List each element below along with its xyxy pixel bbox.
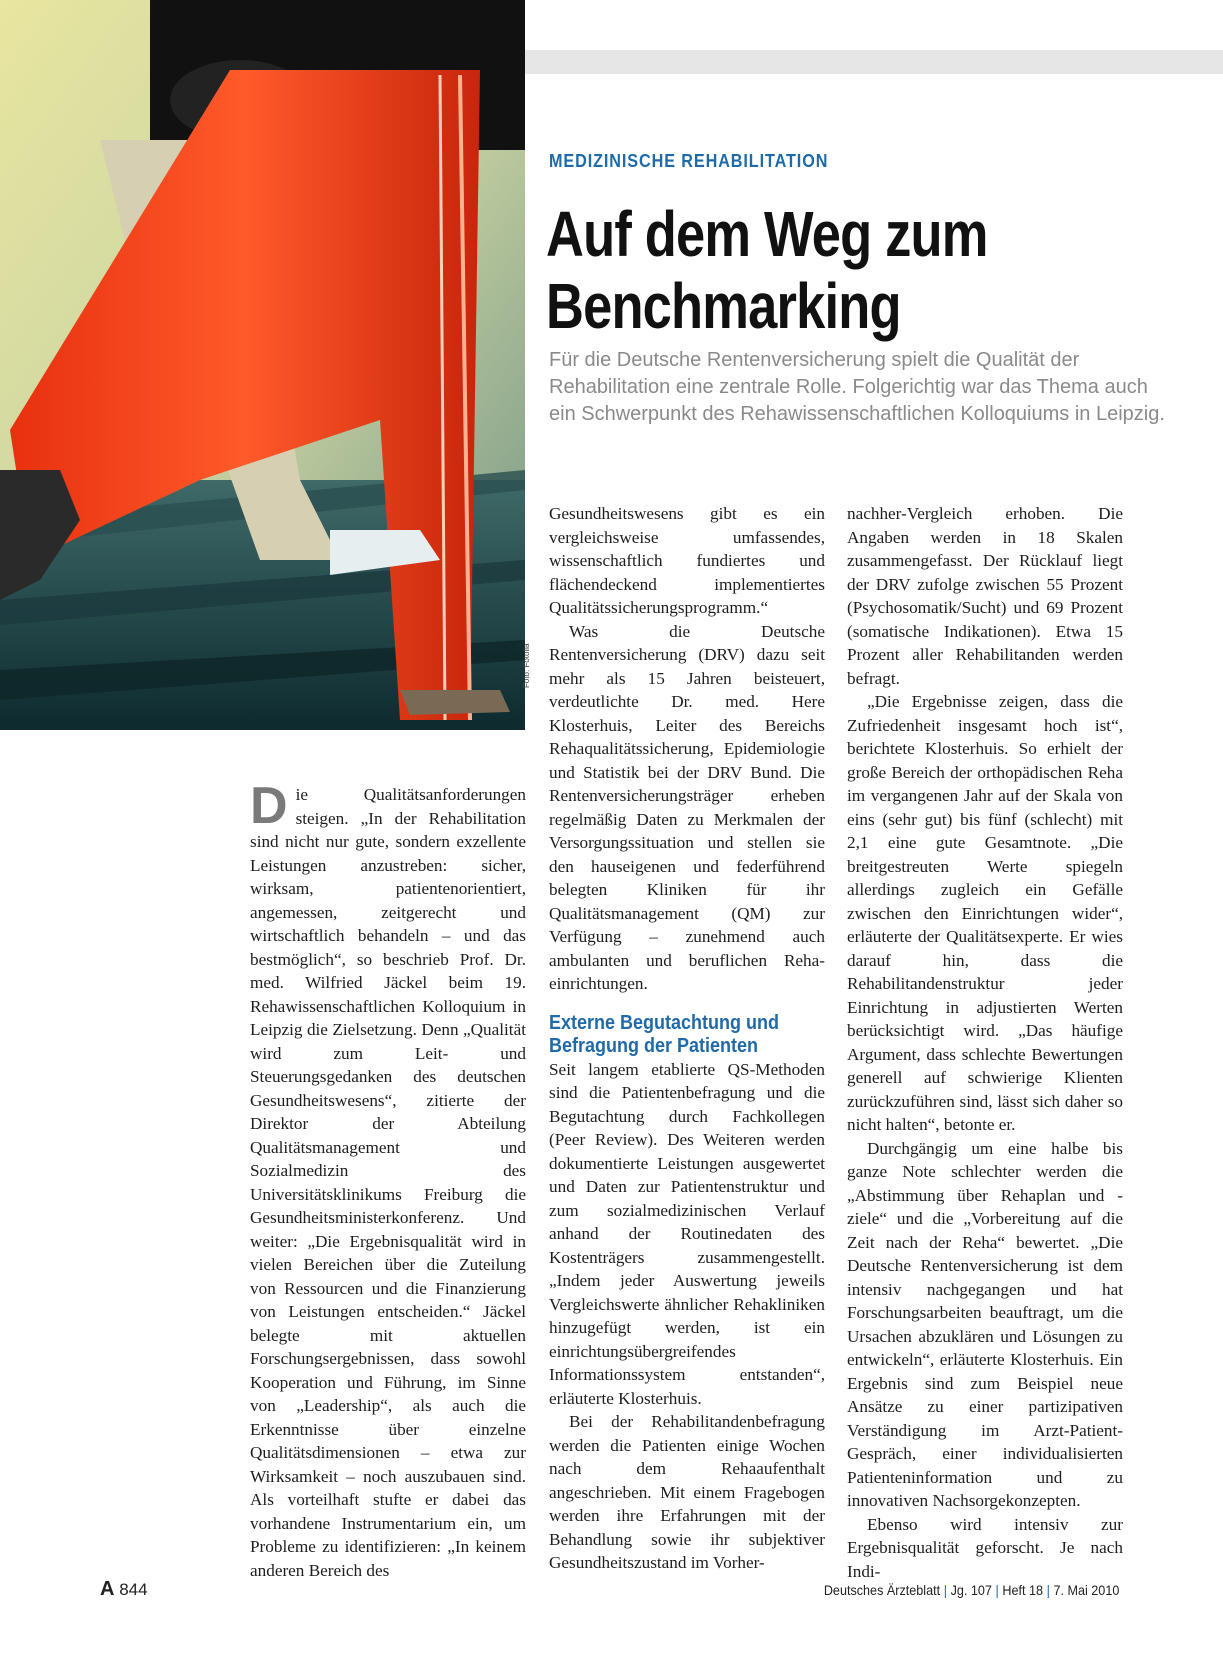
- paragraph: nachher-Vergleich erhoben. Die Angaben werden in 18 Skalen zusammengefasst. Der Rücklauf liegt der DRV zufolge zwischen 55 Prozent (Psychosomatik/Sucht) und 69 Prozent (somatische Indikationen). Etwa 15 Prozent aller Rehabilitanden werden befragt.: [847, 504, 1123, 688]
- journal-name: Deutsches Ärzteblatt: [823, 1582, 940, 1598]
- article-lead: Für die Deutsche Rentenversicherung spielt die Qualität der Rehabilitation eine zentrale Rolle. Folgerichtig war das Thema auch ein Schwerpunkt des Rehawissenschaftlichen Kolloquiums in Leipzig.: [549, 349, 1165, 425]
- headline-line-1: Auf dem Weg zum: [546, 198, 988, 270]
- page-letter: A: [100, 1578, 115, 1600]
- article-kicker: MEDIZINISCHE REHABILITATION: [549, 151, 829, 171]
- paragraph: [250, 777, 526, 1582]
- photo-illustration: [0, 0, 525, 730]
- paragraph: Seit langem etablierte QS-Methoden sind die Patientenbefragung und die Begutachtung durch Fachkollegen (Peer Review). Des Weiteren werden dokumentierte Leistungen ausgewertet und Daten zur Patientenstruktur und zum sozialmedizinischen Verlauf anhand der Routinedaten des Kostenträgers zusammengestellt. „Indem jeder Auswertung jeweils Vergleichswerte ähnlicher Rehakliniken hinzugefügt werden, ist ein einrichtungsübergreifendes Informationssystem entstanden“, erläuterte Klosterhuis.: [549, 1059, 825, 1408]
- paragraph: Gesundheitswesens gibt es ein vergleichsweise umfassendes, wissenschaftlich fundiertes und flächendeckend implementiertes Qualitätssicherungsprogramm.“: [549, 504, 825, 617]
- text-column-2: [549, 502, 825, 1575]
- separator: |: [943, 1582, 947, 1598]
- drop-cap: D: [250, 777, 288, 835]
- paragraph-text: ie Qualitätsanforderungen steigen. „In der Rehabilitation sind nicht nur gute, sondern exzellente Leistungen anzustreben: sicher, wirksam, patientenorientiert, angemessen, zeitgerecht und wirtschaftlich behandeln – und das bestmöglich“, so beschrieb Prof. Dr. med. Wilfried Jäckel beim 19. Rehawissenschaftlichen Kolloquium in Leipzig die Zielsetzung. Denn „Qualität wird zum Leit- und Steuerungsgedanken des deutschen Gesundheitswesens“, zitierte der Direktor der Abteilung Qualitätsmanagement und Sozialmedizin des Universitätsklinikums Freiburg die Gesundheitsministerkonferenz. Und weiter: „Die Ergebnisqualität wird in vielen Bereichen über die Zuteilung von Ressourcen und die Finanzierung von Leistungen entscheiden.“ Jäckel belegte mit aktuellen Forschungsergebnissen, dass sowohl Kooperation und Führung, im Sinne von „Leadership“, als auch die Erkenntnisse über einzelne Qualitätsdimensionen – etwa zur Wirksamkeit – noch auszubauen sind. Als vorteilhaft stufte er dabei das vorhandene Instrumentarium ein, um Probleme zu identifizieren: „In keinem anderen Bereich des: [250, 785, 526, 1580]
- text-column-3: [847, 502, 1123, 1583]
- subheading-line-2: Befragung der Patienten: [549, 1034, 759, 1057]
- header-bar: [525, 50, 1223, 74]
- page-number: [100, 1578, 148, 1601]
- separator: |: [1046, 1582, 1050, 1598]
- headline-line-2: Benchmarking: [546, 270, 901, 342]
- paragraph: „Die Ergebnisse zeigen, dass die Zufriedenheit insgesamt hoch ist“, berichtete Klosterhuis. So erhielt der große Bereich der orthopädischen Reha im vergangenen Jahr auf der Skala von eins (sehr gut) bis fünf (schlecht) mit 2,1 eine gute Gesamtnote. „Die breitgestreuten Werte spiegeln allerdings zugleich ein Gefälle zwischen den Einrichtungen wider“, erläuterte der Qualitätsexperte. Er wies darauf hin, dass die Rehabilitandenstruktur jeder Einrichtung in adjustierten Werten berücksichtigt wird. „Das häufige Argument, dass schlechte Bewertungen generell auf schwierige Klienten zurückzuführen sind, lässt sich daher so nicht halten“, betonte er.: [847, 692, 1123, 1134]
- journal-date: 7. Mai 2010: [1053, 1582, 1119, 1598]
- article-headline: [546, 198, 1087, 342]
- paragraph: Bei der Rehabilitandenbefragung werden die Patienten einige Wochen nach dem Rehaaufenthalt angeschrieben. Mit einem Fragebogen werden ihre Erfahrungen mit der Behandlung sowie ihr subjektiver Gesundheitszustand im Vorher-: [549, 1412, 825, 1572]
- paragraph: Ebenso wird intensiv zur Ergebnisqualität geforscht. Je nach Indi-: [847, 1514, 1123, 1581]
- journal-volume: Jg. 107: [950, 1582, 992, 1598]
- journal-issue: Heft 18: [1002, 1582, 1043, 1598]
- paragraph: Durchgängig um eine halbe bis ganze Note schlechter werden die „Abstimmung über Rehaplan und -ziele“ und die „Vorbereitung auf die Zeit nach der Reha“ bewertet. „Die Deutsche Rentenversicherung ist dem intensiv nachgegangen und hat Forschungsarbeiten beauftragt, um die Ursachen abzuklären und Lösungen zu entwickeln“, erläuterte Klosterhuis. Ein Ergebnis sind zum Beispiel neue Ansätze zu einer partizipativen Verständigung im Arzt-Patient-Gespräch, einer individualisierten Patienteninformation und zu innovativen Nachsorgekonzepten.: [847, 1138, 1123, 1510]
- journal-footer: [823, 1582, 1119, 1598]
- subheading-line-1: Externe Begutachtung und: [549, 1011, 780, 1034]
- page-number-value: 844: [119, 1580, 148, 1599]
- separator: |: [995, 1582, 999, 1598]
- paragraph: Was die Deutsche Rentenversicherung (DRV) dazu seit mehr als 15 Jahren beisteuert, verdeutlichte Dr. med. Here Klosterhuis, Leiter des Bereichs Rehaqualitätssicherung, Epidemiologie und Statistik bei der DRV Bund. Die Rentenversicherungsträger erheben regelmäßig Daten zu Merkmalen der Versorgungssituation und stellen sie den hauseigenen und federführend belegten Kliniken für ihr Qualitätsmanagement (QM) zur Verfügung – zunehmend auch ambulanten und beruflichen Rehaeinrichtungen.: [549, 621, 825, 993]
- photo-credit: Foto: Fotolia: [522, 643, 531, 688]
- section-subheading: [549, 1012, 828, 1058]
- text-column-1: [250, 777, 526, 1582]
- treadmill-photo: [0, 0, 525, 730]
